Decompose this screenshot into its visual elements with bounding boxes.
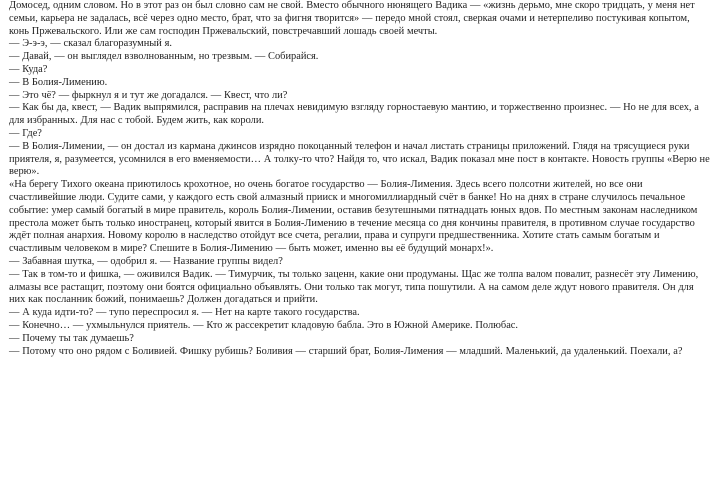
dialogue-line: — Где? (9, 127, 42, 139)
dialogue-line: — Это чё? — фыркнул я и тут же догадался. — Квест, что ли? (9, 89, 288, 101)
dialogue-line: — В Болия-Лимении, — он достал из кармана джинсов изрядно покоцанный телефон и начал листать страницы приложений. Глядя на трясущиеся руки приятеля, я, разумеется, усомнился в его вменяемости… А толку-то что? Найдя то, что искал, Вадик показал мне пост в контакте. Новость группы «Верю не верю». (9, 140, 710, 178)
dialogue-line: — А куда идти-то? — тупо переспросил я. — Нет на карте такого государства. (9, 307, 360, 319)
dialogue-line: — Так в том-то и фишка, — оживился Вадик. — Тимурчик, ты только заценн, какие они продуманы. Щас же толпа валом повалит, разнесёт эту Лимению, алмазы все растащит, поэтому они боятся официально объявлять. Они только так могут, типа пошутили. А на самом деле ждут нового правителя. Он для них как посланник божий, понимаешь? Должен догадаться и прийти. (9, 268, 699, 306)
quoted-post: «На берегу Тихого океана приютилось крохотное, но очень богатое государство — Болия-Лимения. Здесь всего полсотни жителей, но все они счастливейшие люди. Судите сами, у каждого есть свой алмазный прииск и многомиллиардный счёт в банке! Но на днях в стране случилось печальное событие: умер самый богатый в мире правитель, король Болия-Лимении, оставив безутешными пятнадцать юных вдов. По местным законам наследником престола может быть только иностранец, который явится в Болия-Лимению в течение месяца со дня кончины правителя, в противном случае государство ждёт полная анархия. Новому королю в наследство отойдут все счета, регалии, права и супруги предшественника. Хотите стать самым богатым и счастливым человеком в мире? Спешите в Болия-Лимению — быть может, именно вы её будущий монарх!». (9, 179, 698, 255)
dialogue-line: — Давай, — он выглядел взволнованным, но трезвым. — Собирайся. (9, 51, 319, 63)
dialogue-line: — Конечно… — ухмыльнулся приятель. — Кто ж рассекретит кладовую бабла. Это в Южной Америке. Полюбас. (9, 319, 519, 331)
dialogue-line: — В Болия-Лимению. (9, 76, 108, 88)
paragraph: Домосед, одним словом. Но в этот раз он был словно сам не свой. Вместо обычного нюнящего Вадика — «жизнь дерьмо, мне скоро тридцать, у меня нет семьи, карьера не задалась, всё через одно место, брат, что за фигня творится» — передо мной стоял, сверкая очами и нетерпеливо постукивая копытом, конь Пржевальского. Или же сам господин Пржевальский, повстречавший лошадь своей мечты. (9, 0, 695, 37)
dialogue-line: — Как бы да, квест, — Вадик выпрямился, расправив на плечах невидимую взгляду горностаевую мантию, и торжественно произнес. — Но не для всех, а для избранных. Для нас с тобой. Будем жить, как короли. (9, 102, 699, 127)
dialogue-line: — Почему ты так думаешь? (9, 332, 134, 344)
dialogue-line: — Забавная шутка, — одобрил я. — Название группы видел? (9, 255, 283, 267)
dialogue-line: — Потому что оно рядом с Боливией. Фишку рубишь? Боливия — старший брат, Болия-Лимения — младший. Маленький, да удаленький. Поехали, а? (9, 345, 683, 357)
dialogue-line: — Куда? (9, 63, 48, 75)
dialogue-line: — Э-э-э, — сказал благоразумный я. (9, 38, 173, 50)
